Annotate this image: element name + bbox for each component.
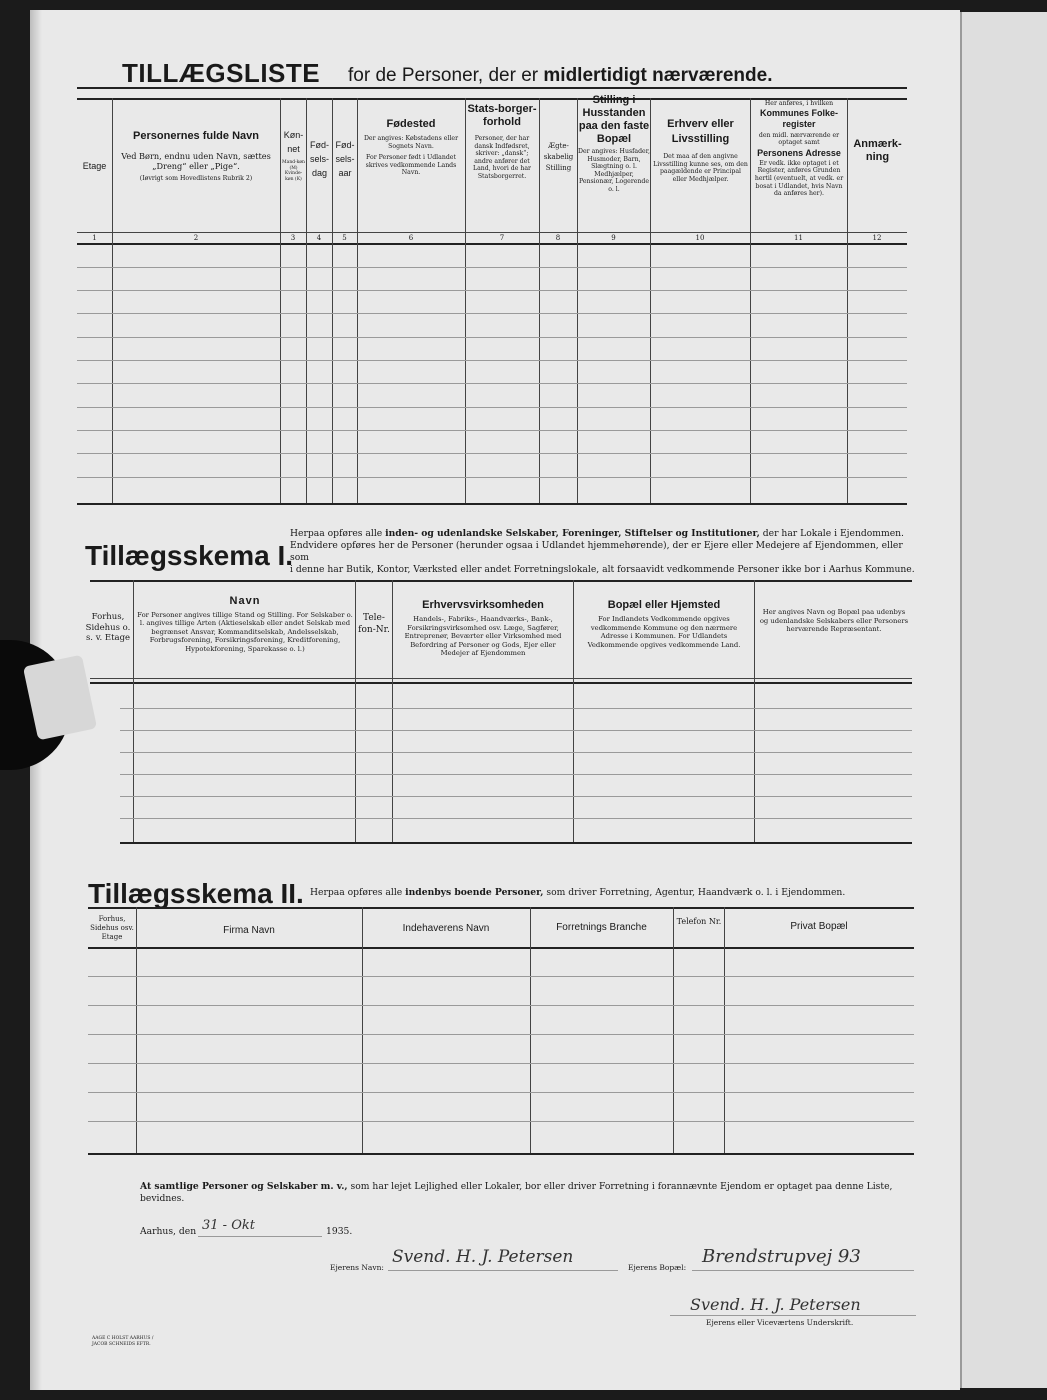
place-label: Aarhus, den [140, 1226, 197, 1237]
col-num: 5 [342, 234, 347, 242]
owner-name-handwritten: Svend. H. J. Petersen [392, 1247, 574, 1267]
skema1-col-telefon: Tele-fon-Nr. [358, 613, 390, 635]
owner-address-label: Ejerens Bopæl: [628, 1263, 687, 1272]
col-stats: Stats-borger-forhold Personer, der har dansk Indfødsret, skriver: „dansk“; andre anfører det Land, hvori de har Statsborgerret. [467, 103, 537, 180]
signature-handwritten: Svend. H. J. Petersen [690, 1295, 861, 1314]
col-erhverv: Erhverv eller Livsstilling Det maa af den angivne Livsstilling kunne ses, om den paagældende er Principal eller Medhjælper. [653, 118, 748, 183]
col-aegte-head: Ægte-skabelig Stilling [543, 142, 574, 172]
liste-title: TILLÆGSLISTE [122, 58, 321, 88]
year: 1935. [326, 1226, 353, 1237]
skema1-text: Herpaa opføres alle inden- og udenlandske Selskaber, Foreninger, Stiftelser og Institutioner, der har Lokale i Ejendommen. Endvidere opføres her de Personer (herunder ogsaa i Udlandet hjemmehørende), der er Ejere eller Medejere af Ejendommen, eller som i denne har Butik, Kontor, Værksted eller andet Forretningslokale, alt forsaavidt vedkommende Personer ikke bor i Aarhus Kommune. [290, 528, 915, 575]
signature-label: Ejerens eller Viceværtens Underskrift. [706, 1318, 854, 1327]
skema2-col-firma: Firma Navn [223, 925, 275, 936]
col-num: 12 [872, 234, 882, 242]
col-num: 6 [408, 234, 414, 242]
col-num: 7 [499, 234, 505, 242]
skema2-col-telefon: Telefon Nr. [676, 917, 722, 926]
col-num: 3 [290, 234, 296, 242]
census-form-page [30, 10, 960, 1390]
col-stilling: Stilling i Husstanden paa den faste Bopæl Der angives: Husfader, Husmoder, Barn, Slægtning o. l. Medhjælper, Pensionær, Logerende o. l. [578, 94, 650, 193]
col-etage-head: Etage [82, 161, 107, 171]
skema2-col-forhus: Forhus, Sidehus osv. Etage [90, 915, 134, 941]
col-num: 4 [316, 234, 322, 242]
col-num: 11 [794, 234, 803, 242]
skema1-col-navn: Navn For Personer angives tillige Stand og Stilling. For Selskaber o. l. angives tillige Arten (Aktieselskab eller andet Selskab med begrænset Ansvar, Kommanditselskab, Andelsselskab, Forbrugsforening, Forsikringsforening, Kreditforening, Hypotekforening, Sparekasse o. l.) [137, 595, 353, 653]
skema2-title: Tillægsskema II. [88, 878, 304, 909]
col-num: 8 [555, 234, 561, 242]
col-num: 10 [695, 234, 705, 242]
skema2-col-bopael: Privat Bopæl [790, 921, 848, 932]
col-fodested: Fødested Der angives: Købstadens eller Sognets Navn. For Personer født i Udlandet skrives vedkommende Lands Navn. [363, 118, 459, 177]
skema1-col-repr: Her angives Navn og Bopæl paa udenbys og udenlandske Selskabers eller Personers herværende Repræsentant. [759, 608, 909, 634]
printer-imprint: AAGE C HOLST AARHUS / JACOB SCHNEIDS EFTR. [92, 1336, 154, 1347]
col-kon: Køn-net Mand-køn (M) Kvinde-køn (K) [282, 130, 305, 182]
col-navn: Personernes fulde Navn Ved Børn, endnu uden Navn, sættes „Dreng“ eller „Pige“. (Iøvrigt som Hovedlistens Rubrik 2) [121, 130, 271, 182]
facing-page-edge [960, 12, 1047, 1388]
skema1-col-bopael: Bopæl eller Hjemsted For Indlandets Vedkommende opgives vedkommende Kommune og den nærmere Adresse i Kommunen. For Udlandets Vedkommende opgives vedkommende Land. [587, 599, 741, 649]
skema2-text: Herpaa opføres alle indenbys boende Personer, som driver Forretning, Agentur, Haandværk o. l. i Ejendommen. [310, 887, 846, 898]
skema1-col-erhverv: Erhvervsvirksomheden Handels-, Fabriks-, Haandværks-, Bank-, Forsikringsvirksomhed osv. Læge, Sagfører, Entreprenør, Beværter eller Virksomhed med Befordring af Personer og Gods, Ejer eller Medejer af Ejendommen [404, 599, 562, 658]
liste-subtitle: for de Personer, der er midlertidigt nærværende. [348, 65, 773, 86]
date-handwritten: 31 - Okt [202, 1218, 255, 1233]
col-num: 1 [92, 234, 97, 242]
col-folkereg: Her anføres, i hvilken Kommunes Folke-register den midl. nærværende er optaget samt Personens Adresse Er vedk. ikke optaget i et Register, anføres Grunden hertil (eventuelt, at vedk. er bosat i Udlandet, hvis Navn da anføres her). [754, 100, 844, 198]
skema1-title: Tillægsskema I. [85, 540, 294, 571]
col-anm-head: Anmærk-ning [853, 138, 902, 163]
owner-address-handwritten: Brendstrupvej 93 [702, 1246, 861, 1267]
col-fdag-head: Fød-sels-dag [309, 140, 329, 178]
skema2-col-branche: Forretnings Branche [556, 922, 647, 933]
attestation-text: At samtlige Personer og Selskaber m. v., som har lejet Lejlighed eller Lokaler, bor eller driver Forretning i forannævnte Ejendom er optaget paa denne Liste, bevidnes. [140, 1181, 893, 1204]
col-faar-head: Fød-sels-aar [335, 140, 355, 178]
owner-name-label: Ejerens Navn: [330, 1263, 384, 1272]
col-num: 9 [611, 234, 616, 242]
col-num: 2 [193, 234, 199, 242]
skema2-col-indehaver: Indehaverens Navn [402, 923, 490, 934]
skema1-col-forhus: Forhus, Sidehus o. s. v. Etage [85, 612, 131, 643]
